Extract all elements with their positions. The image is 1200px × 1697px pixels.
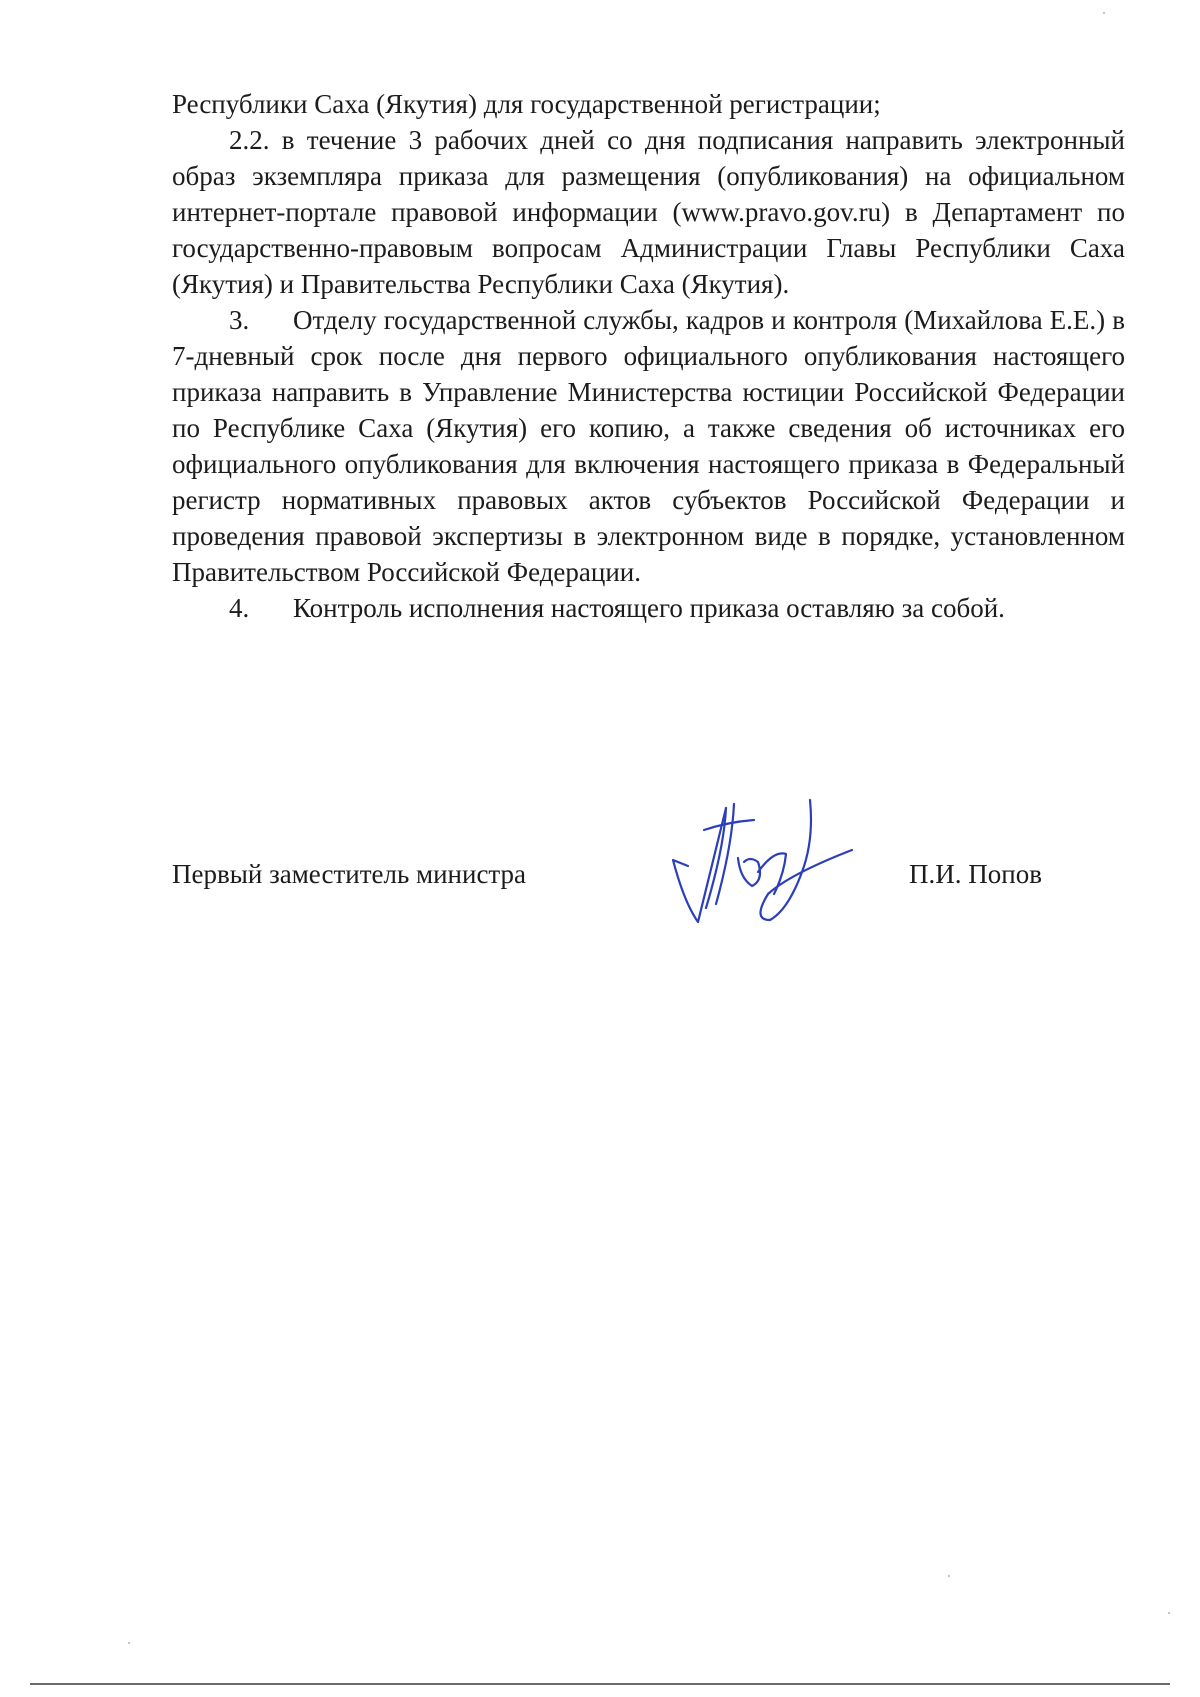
- handwritten-signature: [670, 790, 860, 930]
- item-3-text: Отделу государственной службы, кадров и контроля (Михайлова Е.Е.) в 7-дневный срок после дня первого официального опубликования настоящего приказа направить в Управление Министерства юстиции Российской Федерации по Республике Саха (Якутия) его копию, а также сведения об источниках его официального опубликования для включения настоящего приказа в Федеральный регистр нормативных правовых актов субъектов Российской Федерации и проведения правовой экспертизы в электронном виде в порядке, установленном Правительством Российской Федерации.: [172, 305, 1125, 587]
- signatory-name: П.И. Попов: [909, 859, 1042, 889]
- scan-speck: [1168, 1612, 1170, 1614]
- scan-speck: [128, 1642, 130, 1644]
- item-4-text: Контроль исполнения настоящего приказа оставляю за собой.: [293, 593, 1005, 623]
- document-body: [172, 86, 1125, 626]
- scan-edge-line: [30, 1683, 1170, 1685]
- continuation-line: Республики Саха (Якутия) для государственной регистрации;: [172, 89, 881, 119]
- signatory-title: Первый заместитель министра: [172, 859, 527, 889]
- item-4-number: 4.: [229, 593, 250, 623]
- item-3: [172, 302, 1125, 590]
- item-3-number: 3.: [229, 305, 250, 335]
- item-4: [172, 590, 1125, 626]
- item-2-2: 2.2. в течение 3 рабочих дней со дня подписания направить электронный образ экземпляра приказа для размещения (опубликования) на официальном интернет-портале правовой информации (www.pravo.gov.ru) в Департамент по государственно-правовым вопросам Администрации Главы Республики Саха (Якутия) и Правительства Республики Саха (Якутия).: [172, 125, 1125, 299]
- scan-speck: [1103, 12, 1105, 14]
- scan-speck: [948, 1575, 950, 1577]
